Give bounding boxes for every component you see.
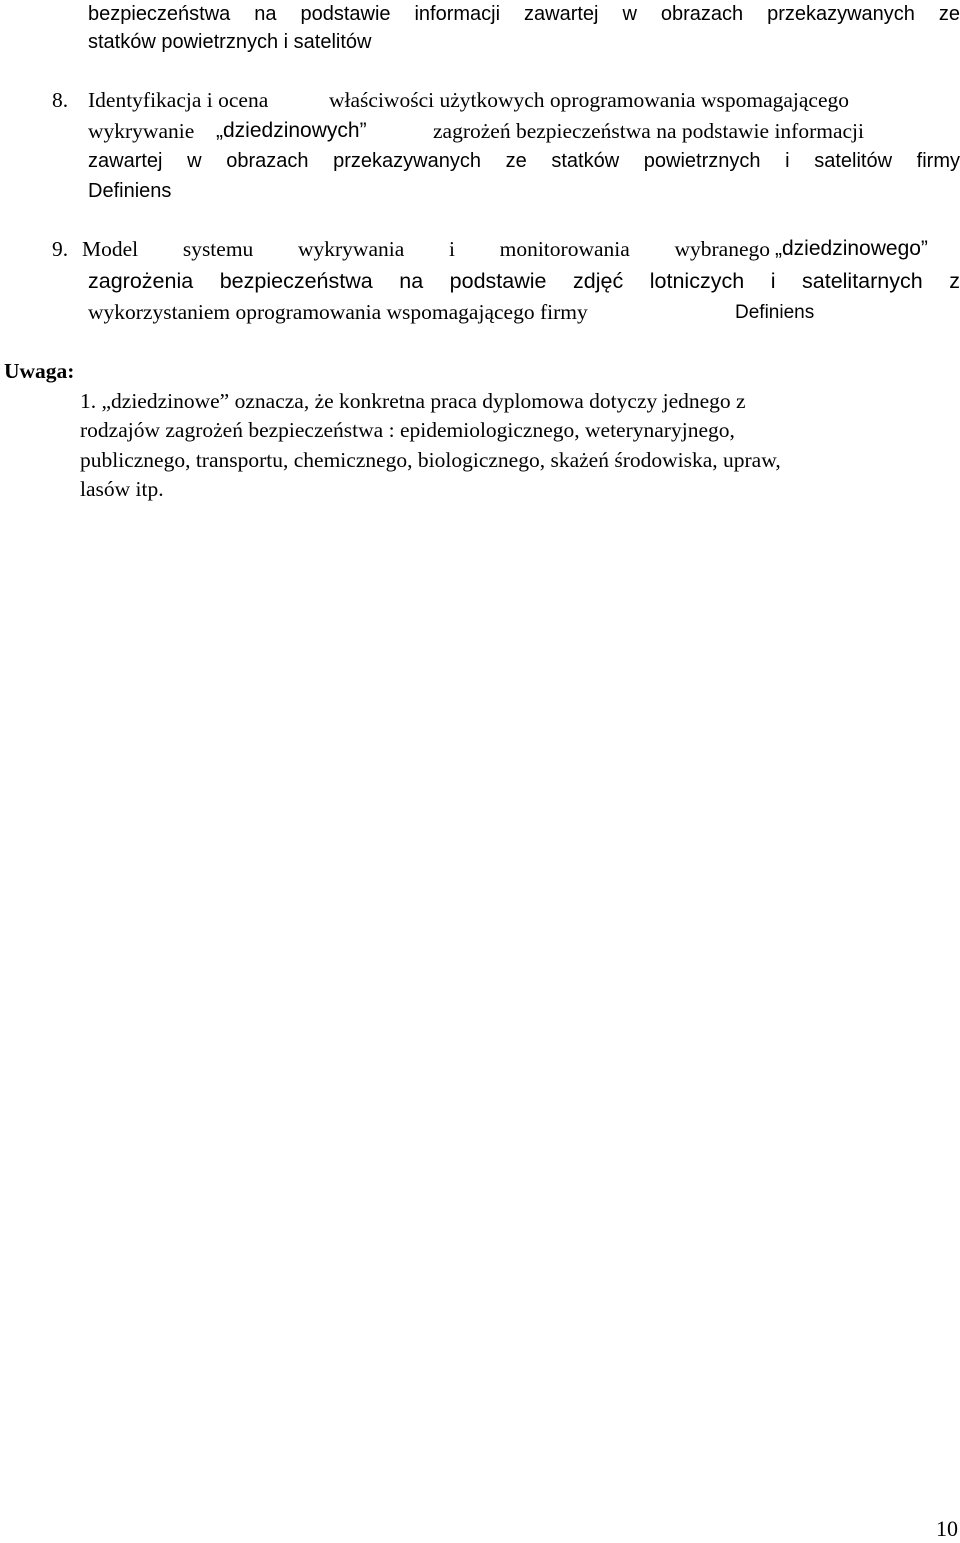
text-run: zawartej w obrazach przekazywanych ze statków powietrznych i satelitów firmy — [88, 150, 960, 172]
list-item-8-line-2c: zagrożeń bezpieczeństwa na podstawie informacji — [433, 119, 864, 143]
list-item-8-line-1a: Identyfikacja i ocena — [88, 88, 269, 112]
text-run: Model systemu wykrywania i monitorowania wybranego — [82, 237, 770, 261]
note-line-1: 1. „dziedzinowe” oznacza, że konkretna praca dyplomowa dotyczy jednego z — [80, 389, 746, 413]
list-item-8-line-2a: wykrywanie — [88, 119, 195, 143]
note-heading: Uwaga: — [4, 359, 75, 383]
paragraph-7-tail-line-1 — [88, 0, 960, 29]
text-run: zagrożenia bezpieczeństwa na podstawie zdjęć lotniczych i satelitarnych z — [88, 269, 960, 293]
paragraph-7-tail-line-2: statków powietrznych i satelitów — [88, 31, 372, 53]
list-item-9-line-3b: Definiens — [735, 302, 815, 323]
list-item-8-number: 8. — [52, 88, 69, 112]
list-item-9-number: 9. — [52, 237, 69, 261]
list-item-9-line-3a: wykorzystaniem oprogramowania wspomagającego firmy — [88, 300, 588, 324]
list-item-8-line-2b: „dziedzinowych” — [216, 119, 367, 142]
list-item-8-line-4: Definiens — [88, 180, 172, 202]
text-run: bezpieczeństwa na podstawie informacji zawartej w obrazach przekazywanych ze — [88, 3, 960, 25]
note-line-3: publicznego, transportu, chemicznego, biologicznego, skażeń środowiska, upraw, — [80, 448, 781, 472]
list-item-9-line-1b: „dziedzinowego” — [775, 237, 928, 260]
note-line-4: lasów itp. — [80, 477, 164, 501]
page-number: 10 — [936, 1516, 958, 1541]
note-line-2: rodzajów zagrożeń bezpieczeństwa : epidemiologicznego, weterynaryjnego, — [80, 418, 735, 442]
list-item-8-line-1b: właściwości użytkowych oprogramowania wspomagającego — [329, 88, 850, 112]
list-item-9-line-1a — [82, 234, 770, 264]
list-item-8-line-3 — [88, 146, 960, 176]
list-item-9-line-2 — [88, 266, 960, 296]
